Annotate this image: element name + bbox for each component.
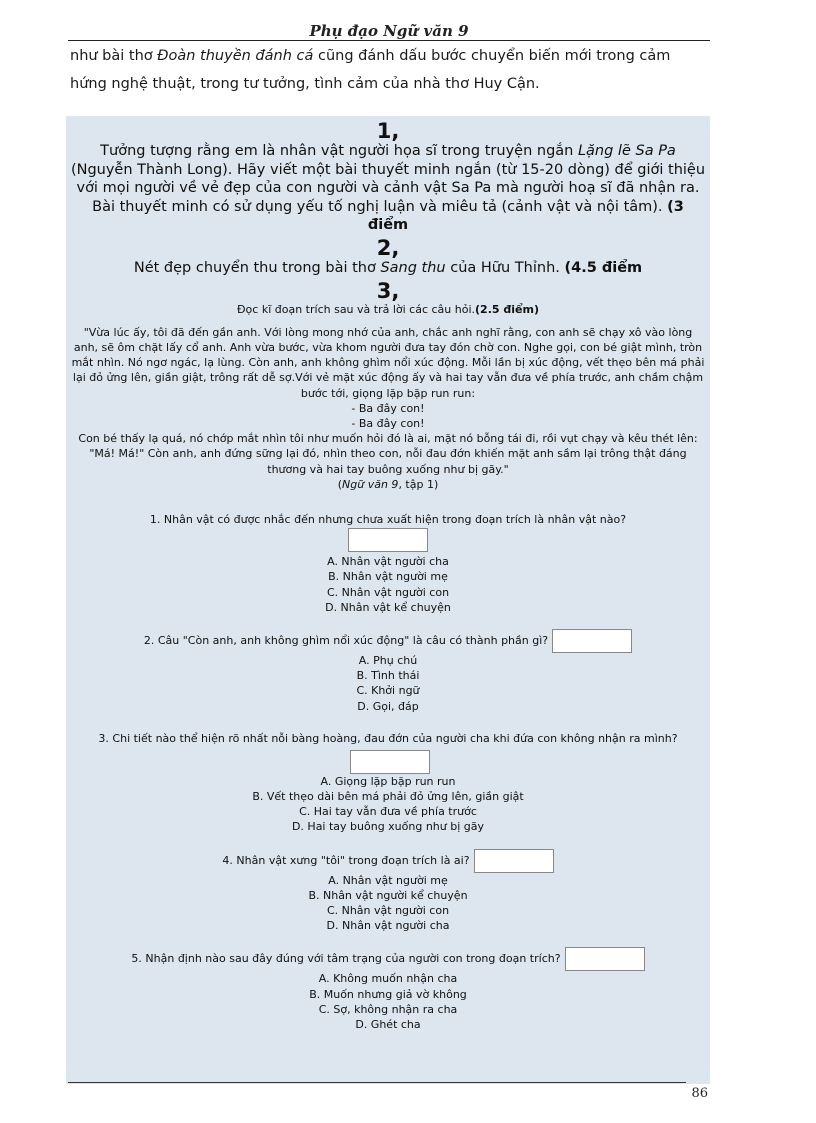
answer-input-1[interactable] <box>348 528 428 552</box>
reading-passage <box>70 325 706 492</box>
q2-option-b: B. Tình thái <box>356 669 420 683</box>
mc-question-4 <box>70 849 706 934</box>
q4-option-c: C. Nhân vật người con <box>326 904 450 918</box>
q1-option-d: D. Nhân vật kể chuyện <box>325 600 451 614</box>
q5-option-c: C. Sợ, không nhận ra cha <box>318 1002 458 1016</box>
intro-text-end: cũng đánh dấu bước chuyển biến mới trong cảm hứng nghệ thuật, trong tư tưởng, tình cảm của nhà thơ Huy Cận. <box>70 48 671 92</box>
page-header: Phụ đạo Ngữ văn 9 <box>309 22 469 40</box>
answer-input-3[interactable] <box>350 750 430 774</box>
q3-number: 3, <box>376 278 400 303</box>
question-5-line <box>70 947 706 971</box>
q2-points: (4.5 điểm <box>564 259 643 276</box>
source-title: Ngữ văn 9 <box>342 477 399 491</box>
intro-poem-title: Đoàn thuyền đánh cá <box>157 48 314 64</box>
question-3-line <box>70 728 706 774</box>
q4-option-b: B. Nhân vật người kể chuyện <box>308 888 468 902</box>
q1-text-b: (Nguyễn Thành Long). Hãy viết một bài thuyết minh ngắn (từ 15-20 dòng) để giới thiệu với mọi người về vẻ đẹp của con người và cảnh vật Sa Pa mà người hoạ sĩ đã nhận ra. Bài thuyết minh có sử dụng yếu tố nghị luận và miêu tả (cảnh vật và nội tâm). <box>70 161 706 215</box>
q1-number: 1, <box>376 119 400 143</box>
question-4-text: 4. Nhân vật xưng "tôi" trong đoạn trích là ai? <box>222 853 470 867</box>
page-number: 86 <box>691 1086 708 1101</box>
q2-option-a: A. Phụ chú <box>358 654 418 668</box>
mc-question-5 <box>70 947 706 1032</box>
q2-poem-title: Sang thu <box>380 259 446 276</box>
mc-question-1 <box>70 512 706 615</box>
passage-part-2: Con bé thấy lạ quá, nó chớp mắt nhìn tôi như muốn hỏi đó là ai, mặt nó bỗng tái đi, rồi vụt chạy và kêu thét lên: "Má! Má!" Còn anh, anh đứng sững lại đó, nhìn theo con, nỗi đau đớn khiến mặt anh sầm lại trông thật đáng thương và hai tay buông xuống như bị gãy." <box>78 432 698 476</box>
answer-input-4[interactable] <box>474 849 554 873</box>
header-rule <box>68 40 710 41</box>
footer-rule <box>68 1082 686 1083</box>
q3-instruction <box>70 302 706 317</box>
question-4-line <box>70 849 706 873</box>
question-3-text: 3. Chi tiết nào thể hiện rõ nhất nỗi bàng hoàng, đau đớn của người cha khi đứa con không nhận ra mình? <box>98 731 678 745</box>
q2-text-a: Nét đẹp chuyển thu trong bài thơ <box>133 259 381 276</box>
q5-option-d: D. Ghét cha <box>355 1018 421 1032</box>
q1-text <box>70 142 706 235</box>
question-1-text: 1. Nhân vật có được nhắc đến nhưng chưa xuất hiện trong đoạn trích là nhân vật nào? <box>149 513 627 526</box>
q1-text-a: Tưởng tượng rằng em là nhân vật người họa sĩ trong truyện ngắn <box>100 143 578 159</box>
q1-option-c: C. Nhân vật người con <box>326 585 450 599</box>
exam-panel <box>66 116 710 1084</box>
q2-text <box>70 259 706 278</box>
q3-option-b: B. Vết thẹo dài bên má phải đỏ ửng lên, giần giật <box>252 790 524 804</box>
mc-question-2 <box>70 629 706 714</box>
answer-input-2[interactable] <box>552 629 632 653</box>
q5-option-b: B. Muốn nhưng giả vờ không <box>309 987 467 1001</box>
passage-part-1: "Vừa lúc ấy, tôi đã đến gần anh. Với lòng mong nhớ của anh, chắc anh nghĩ rằng, con anh sẽ chạy xô vào lòng anh, sẽ ôm chặt lấy cổ anh. Anh vừa bước, vừa khom người đưa tay đón chờ con. Nghe gọi, con bé giật mình, tròn mắt nhìn. Nó ngơ ngác, lạ lùng. Còn anh, anh không ghìm nổi xúc động. Mỗi lần bị xúc động, vết thẹo bên má phải lại đỏ ửng lên, giần giật, trông rất dễ sợ.Với vẻ mặt xúc động ấy và hai tay vẫn đưa về phía trước, anh chầm chậm bước tới, giọng lặp bặp run run: <box>71 325 705 400</box>
q1-points: (3 điểm <box>367 198 684 234</box>
q1-story-title: Lặng lẽ Sa Pa <box>577 143 676 159</box>
passage-source: (Ngữ văn 9, tập 1) <box>337 477 439 491</box>
passage-dialog-2: - Ba đây con! <box>351 416 425 430</box>
intro-paragraph <box>70 42 710 98</box>
mc-question-3 <box>70 728 706 835</box>
q4-option-d: D. Nhân vật người cha <box>326 919 450 933</box>
question-5-text: 5. Nhận định nào sau đây đúng với tâm trạng của người con trong đoạn trích? <box>131 952 561 966</box>
answer-input-5[interactable] <box>565 947 645 971</box>
passage-dialog-1: - Ba đây con! <box>351 401 425 415</box>
q5-option-a: A. Không muốn nhận cha <box>318 972 458 986</box>
q3-option-a: A. Giọng lặp bặp run run <box>320 774 456 788</box>
q2-number: 2, <box>376 235 400 260</box>
q3-option-d: D. Hai tay buông xuống như bị gãy <box>291 820 485 834</box>
question-2-line <box>70 629 706 653</box>
q2-option-d: D. Gọi, đáp <box>357 699 419 713</box>
q3-option-c: C. Hai tay vẫn đưa về phía trước <box>299 805 477 819</box>
q3-instruction-text: Đọc kĩ đoạn trích sau và trả lời các câu hỏi. <box>237 302 476 316</box>
q3-points: (2.5 điểm) <box>475 302 539 316</box>
q4-option-a: A. Nhân vật người mẹ <box>328 873 448 887</box>
intro-text-start: như bài thơ <box>70 48 158 64</box>
question-2-text: 2. Câu "Còn anh, anh không ghìm nổi xúc động" là câu có thành phần gì? <box>143 634 549 648</box>
q2-text-b: của Hữu Thỉnh. <box>445 259 565 276</box>
q1-option-b: B. Nhân vật người mẹ <box>328 570 448 584</box>
q2-option-c: C. Khởi ngữ <box>356 684 420 698</box>
q1-option-a: A. Nhân vật người cha <box>327 555 449 569</box>
